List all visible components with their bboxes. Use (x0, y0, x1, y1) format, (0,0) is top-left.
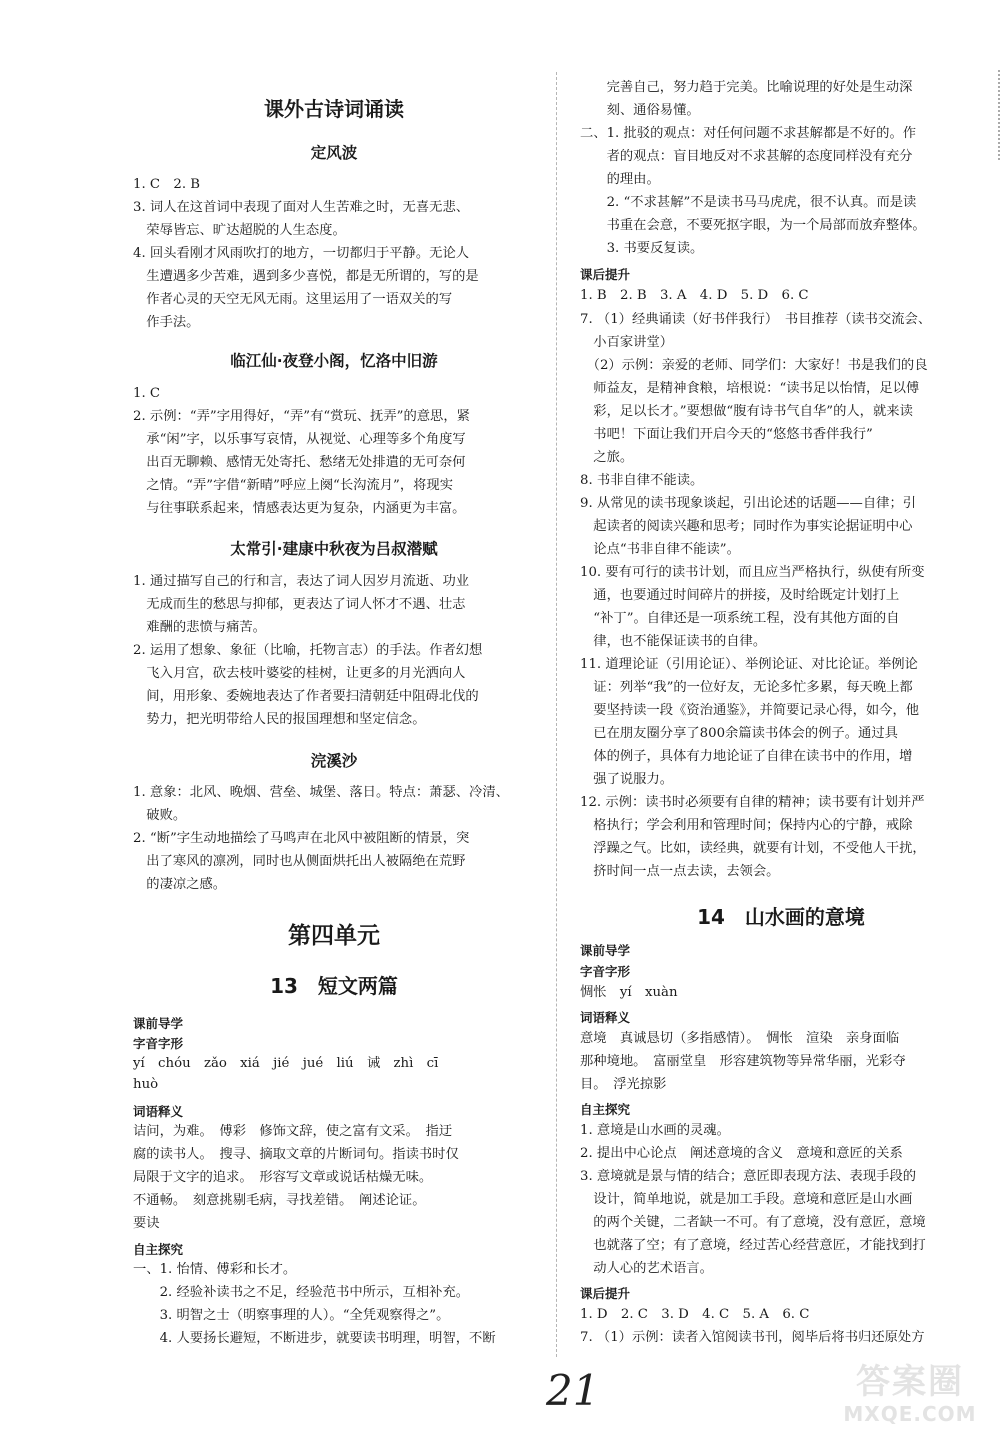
text-line: 1. C 2. B (133, 177, 201, 192)
subsection-label: 字音字形 (580, 964, 631, 979)
text-line: 1. 通过描写自己的行和言，表达了词人因岁月流逝、功业 (133, 574, 470, 589)
text-line: 一、1. 怡情、傅彩和长才。 (133, 1262, 297, 1277)
text-line: yí chóu zǎo xiá jié jué liú 诫 zhì cī (133, 1056, 439, 1071)
text-line: 的理由。 (580, 172, 660, 187)
text-line: 生遭遇多少苦难，遇到多少喜悦，都是无所谓的，写的是 (133, 269, 479, 284)
text-line: 1. D 2. C 3. D 4. C 5. A 6. C (580, 1307, 810, 1322)
text-line: 1. C (133, 386, 161, 401)
text-line: 作手法。 (133, 315, 200, 330)
text-line: 小百家讲堂） (580, 335, 674, 350)
text-line: 论点“书非自律不能读”。 (580, 542, 740, 557)
watermark-text: 答案圈 (856, 1362, 964, 1402)
text-line: 3. 意境就是景与情的结合；意匠即表现方法、表现手段的 (580, 1169, 917, 1184)
text-line: 那种境地。 富丽堂皇 形容建筑物等异常华丽，光彩夺 (580, 1054, 906, 1069)
text-line: 设计，简单地说，就是加工手段。意境和意匠是山水画 (580, 1192, 913, 1207)
text-line: 10. 要有可行的读书计划，而且应当严格执行，纵使有所变 (580, 565, 925, 580)
text-line: 之情。“弄”字借“新晴”呼应上阕“长沟流月”，将现实 (133, 478, 454, 493)
text-line: 腐的读书人。 搜寻、摘取文章的片断词句。指读书时仅 (133, 1147, 459, 1162)
text-line: 飞入月宫，砍去枝叶婆娑的桂树，让更多的月光洒向人 (133, 666, 466, 681)
text-line: 律，也不能保证读书的自律。 (580, 634, 767, 649)
text-line: 体的例子，具体有力地论证了自律在读书中的作用，增 (580, 749, 913, 764)
subsection-label: 自主探究 (580, 1102, 631, 1117)
column-divider (556, 72, 558, 1357)
section-title: 课外古诗词诵读 (264, 97, 404, 121)
text-line: 的两个关键，二者缺一不可。有了意境，没有意匠，意境 (580, 1215, 926, 1230)
subsection-label: 课后提升 (580, 267, 631, 282)
page-edge-mark (996, 70, 1000, 160)
text-line: 2. 运用了想象、象征（比喻，托物言志）的手法。作者幻想 (133, 643, 483, 658)
text-line: 证：列举“我”的一位好友，无论多忙多累，每天晚上都 (580, 680, 913, 695)
text-line: 1. 意境是山水画的灵魂。 (580, 1123, 730, 1138)
subsection-label: 词语释义 (133, 1104, 184, 1119)
text-line: 动人心的艺术语言。 (580, 1261, 713, 1276)
subsection-label: 课前导学 (133, 1016, 184, 1031)
text-line: 11. 道理论证（引用论证）、举例论证、对比论证。举例论 (580, 657, 918, 672)
text-line: 格执行；学会利用和管理时间；保持内心的宁静，戒除 (580, 818, 913, 833)
text-line: 要坚持读一段《资治通鉴》，并简要记录心得，如今，他 (580, 703, 920, 718)
text-line: 师益友，是精神食粮，培根说：“读书足以怡情，足以傅 (580, 381, 920, 396)
text-line: 间，用形象、委婉地表达了作者要扫清朝廷中阻碍北伐的 (133, 689, 479, 704)
subsection-label: 课前导学 (580, 943, 631, 958)
text-line: 4. 人要扬长避短，不断进步，就要读书明理，明智，不断 (133, 1331, 496, 1346)
text-line: （2）示例：亲爱的老师、同学们：大家好！书是我们的良 (580, 358, 928, 373)
text-line: 目。 浮光掠影 (580, 1077, 667, 1092)
section-title: 定风波 (310, 144, 358, 162)
text-line: 书吧！下面让我们开启今天的“悠悠书香伴我行” (580, 427, 873, 442)
text-line: 要诀 (133, 1216, 160, 1231)
text-line: 作者心灵的天空无风无雨。这里运用了一语双关的写 (133, 292, 453, 307)
text-line: 浮躁之气。比如，读经典，就要有计划，不受他人干扰， (580, 841, 926, 856)
text-line: 书重在会意，不要死抠字眼，为一个局部而放弃整体。 (580, 218, 926, 233)
text-line: 意境 真诚恳切（多指感情）。 惆怅 渲染 亲身面临 (580, 1031, 900, 1046)
text-line: 者的观点：盲目地反对不求甚解的态度同样没有充分 (580, 149, 913, 164)
text-line: 破败。 (133, 808, 187, 823)
text-line: 挤时间一点一点去读，去领会。 (580, 864, 780, 879)
text-line: 2. “不求甚解”不是读书马马虎虎，很不认真。而是读 (580, 195, 917, 210)
text-line: 9. 从常见的读书现象谈起，引出论述的话题——自律；引 (580, 496, 917, 511)
subsection-label: 自主探究 (133, 1242, 184, 1257)
text-line: 荣辱皆忘、旷达超脱的人生态度。 (133, 223, 346, 238)
text-line: 12. 示例：读书时必须要有自律的精神；读书要有计划并严 (580, 795, 925, 810)
text-line: 3. 明智之士（明察事理的人）。“全凭观察得之”。 (133, 1308, 450, 1323)
text-line: 通，也要通过时间碎片的拼接，及时给既定计划打上 (580, 588, 900, 603)
watermark-url: MXQE.COM (843, 1402, 977, 1426)
text-line: 7. （1）示例：读者入馆阅读书刊，阅毕后将书归还原处方 (580, 1330, 925, 1345)
text-line: 与往事联系起来，情感表达更为复杂，内涵更为丰富。 (133, 501, 466, 516)
text-line: 诘问，为难。 傅彩 修饰文辞，使之富有文采。 指迂 (133, 1124, 453, 1139)
text-line: 强了说服力。 (580, 772, 674, 787)
section-title: 太常引·建康中秋夜为吕叔潜赋 (230, 540, 438, 558)
section-title: 浣溪沙 (310, 752, 358, 770)
text-line: 2. 经验补读书之不足，经验范书中所示，互相补充。 (133, 1285, 470, 1300)
text-line: 4. 回头看刚才风雨吹打的地方，一切都归于平静。无论人 (133, 246, 470, 261)
watermark-logo (830, 1362, 990, 1432)
text-line: 1. 意象：北风、晚烟、营垒、城堡、落日。特点：萧瑟、冷清、 (133, 785, 509, 800)
text-line: 2. 提出中心论点 阐述意境的含义 意境和意匠的关系 (580, 1146, 903, 1161)
text-line: 难酬的悲愤与痛苦。 (133, 620, 266, 635)
text-line: 的凄凉之感。 (133, 877, 227, 892)
text-line: 局限于文字的追求。 形容写文章或说话枯燥无味。 (133, 1170, 433, 1185)
text-line: 8. 书非自律不能读。 (580, 473, 704, 488)
text-line: 完善自己，努力趋于完美。比喻说理的好处是生动深 (580, 80, 913, 95)
text-line: 二、1. 批驳的观点：对任何问题不求甚解都是不好的。作 (580, 126, 917, 141)
text-line: 已在朋友圈分享了800余篇读书体会的例子。通过具 (580, 726, 898, 741)
text-line: 出百无聊赖、感情无处寄托、愁绪无处排遣的无可奈何 (133, 455, 466, 470)
text-line: 起读者的阅读兴趣和思考；同时作为事实论据证明中心 (580, 519, 913, 534)
text-line: 不通畅。 刻意挑剔毛病，寻找差错。 阐述论证。 (133, 1193, 426, 1208)
section-title: 13 短文两篇 (270, 974, 398, 998)
text-line: 3. 词人在这首词中表现了面对人生苦难之时，无喜无悲、 (133, 200, 470, 215)
text-line: 无成而生的愁思与抑郁，更表达了词人怀才不遇、壮志 (133, 597, 466, 612)
text-line: 势力，把光明带给人民的报国理想和坚定信念。 (133, 712, 426, 727)
text-line: 承“闲”字，以乐事写哀情，从视觉、心理等多个角度写 (133, 432, 466, 447)
section-title: 14 山水画的意境 (697, 905, 865, 929)
section-title: 临江仙·夜登小阁，忆洛中旧游 (230, 352, 438, 370)
text-line: 1. B 2. B 3. A 4. D 5. D 6. C (580, 288, 809, 303)
section-title: 第四单元 (288, 923, 380, 949)
text-line: 也就落了空；有了意境，经过苦心经营意匠，才能找到打 (580, 1238, 926, 1253)
text-line: huò (133, 1077, 159, 1092)
text-line: 7. （1）经典诵读（好书伴我行） 书目推荐（读书交流会、 (580, 312, 932, 327)
text-line: 惆怅 yí xuàn (580, 985, 678, 1000)
subsection-label: 课后提升 (580, 1286, 631, 1301)
text-line: 2. 示例：“弄”字用得好，“弄”有“赏玩、抚弄”的意思，紧 (133, 409, 470, 424)
text-line: 刻、通俗易懂。 (580, 103, 700, 118)
text-line: “补丁”。自律还是一项系统工程，没有其他方面的自 (580, 611, 900, 626)
subsection-label: 词语释义 (580, 1010, 631, 1025)
subsection-label: 字音字形 (133, 1036, 184, 1051)
text-line: 2. “断”字生动地描绘了马鸣声在北风中被阻断的情景，突 (133, 831, 470, 846)
text-line: 3. 书要反复读。 (580, 241, 704, 256)
text-line: 彩，足以长才。”要想做“腹有诗书气自华”的人，就来读 (580, 404, 913, 419)
page-number: 21 (546, 1366, 600, 1415)
text-line: 出了寒风的凛冽，同时也从侧面烘托出人被隔绝在荒野 (133, 854, 466, 869)
text-line: 之旅。 (580, 450, 634, 465)
